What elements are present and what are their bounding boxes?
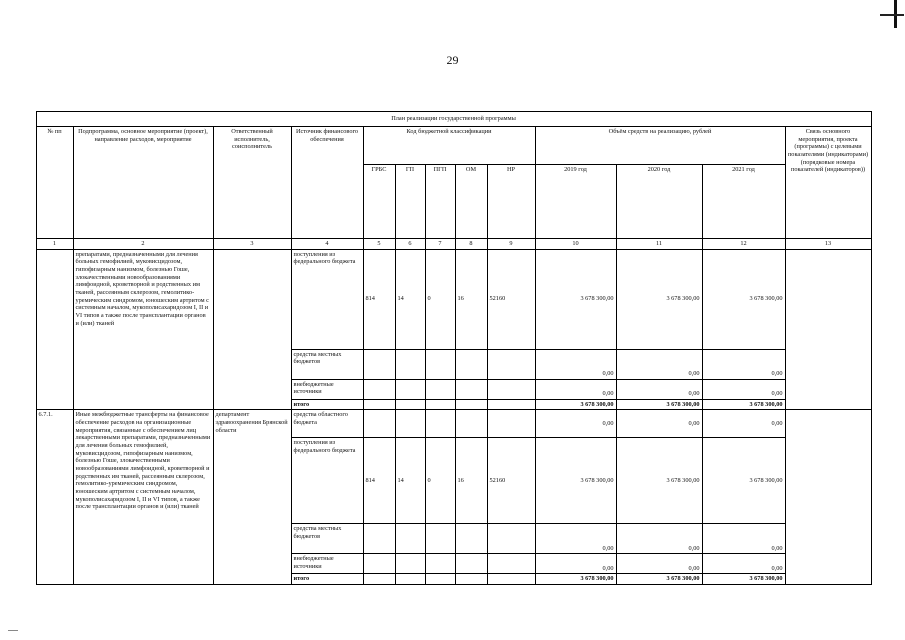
grbs-value: 814 — [363, 438, 395, 524]
amount-2021: 0,00 — [702, 410, 785, 438]
col-number: 13 — [785, 239, 871, 250]
col-number: 9 — [487, 239, 535, 250]
col-number: 8 — [455, 239, 487, 250]
header-2019: 2019 год — [535, 165, 616, 239]
om-value: 16 — [455, 249, 487, 349]
header-source: Источник финансового обеспечения — [291, 127, 363, 239]
pgp-value — [425, 574, 455, 585]
om-value: 16 — [455, 438, 487, 524]
table-row — [36, 249, 871, 349]
gp-value — [395, 410, 425, 438]
measure-name: Иные межбюджетные трансферты на финансовое обеспечение расходов на организационные мероприятия, связанные с обеспечением лиц лекарственными препаратами, предназначенными для лечения больных гемофилией, муковисцидозом, гипофизарным нанизмом, болезнью Гоше, злокачественными новообразованиями лимфоидной, кроветворной и родственных им тканей, рассеянным склерозом, гемолитико-уремическим синдромом, юношеским артритом с системным началом, мукополисахаридозом I, II и VI типов, а также после трансплантации органов и (или) тканей — [73, 410, 213, 585]
nr-value: 52160 — [487, 249, 535, 349]
grbs-value: 814 — [363, 249, 395, 349]
col-number: 1 — [36, 239, 73, 250]
gp-value — [395, 524, 425, 554]
source-label: поступления из федерального бюджета — [291, 438, 363, 524]
grbs-value — [363, 574, 395, 585]
nr-value — [487, 554, 535, 574]
scan-bottom-mark — [8, 630, 18, 631]
table-title-row — [36, 112, 871, 127]
amount-2019: 3 678 300,00 — [535, 249, 616, 349]
amount-2019: 3 678 300,00 — [535, 438, 616, 524]
measure-executor — [213, 249, 291, 410]
amount-2020: 0,00 — [616, 554, 702, 574]
amount-2019: 0,00 — [535, 524, 616, 554]
col-number: 11 — [616, 239, 702, 250]
om-value — [455, 524, 487, 554]
total-2020: 3 678 300,00 — [616, 574, 702, 585]
grbs-value — [363, 379, 395, 399]
table-title: План реализации государственной программы — [36, 112, 871, 127]
header-pgp: ПГП — [425, 165, 455, 239]
amount-2019: 0,00 — [535, 554, 616, 574]
measure-executor: департамент здравоохранения Брянской области — [213, 410, 291, 585]
nr-value — [487, 410, 535, 438]
pgp-value — [425, 524, 455, 554]
header-nr: НР — [487, 165, 535, 239]
amount-2021: 3 678 300,00 — [702, 438, 785, 524]
header-grbs: ГРБС — [363, 165, 395, 239]
source-label: итого — [291, 574, 363, 585]
pgp-value: 0 — [425, 438, 455, 524]
pgp-value — [425, 399, 455, 410]
source-label: средства местных бюджетов — [291, 524, 363, 554]
nr-value — [487, 524, 535, 554]
header-executor: Ответственный исполнитель, соисполнитель — [213, 127, 291, 239]
nr-value — [487, 399, 535, 410]
pgp-value — [425, 410, 455, 438]
indicator-link — [785, 410, 871, 585]
header-2020: 2020 год — [616, 165, 702, 239]
source-label: средства местных бюджетов — [291, 349, 363, 379]
nr-value — [487, 379, 535, 399]
source-label: итого — [291, 399, 363, 410]
gp-value — [395, 349, 425, 379]
col-number: 6 — [395, 239, 425, 250]
total-2019: 3 678 300,00 — [535, 574, 616, 585]
pgp-value: 0 — [425, 249, 455, 349]
nr-value — [487, 574, 535, 585]
header-row — [36, 127, 871, 165]
measure-name: препаратами, предназначенными для лечения больных гемофилией, муковисцидозом, гипофизарным нанизмом, болезнью Гоше, злокачественными новообразованиями лимфоидной, кроветворной и родственных им тканей, рассеянным склерозом, гемолитико-уремическим синдромом, юношеским артритом с системным началом, мукополисахаридозом I, II и VI типов а также после трансплантации органов и (или) тканей — [73, 249, 213, 410]
om-value — [455, 399, 487, 410]
grbs-value — [363, 399, 395, 410]
header-gp: ГП — [395, 165, 425, 239]
amount-2020: 0,00 — [616, 524, 702, 554]
grbs-value — [363, 524, 395, 554]
amount-2021: 3 678 300,00 — [702, 249, 785, 349]
gp-value — [395, 399, 425, 410]
scan-corner-mark — [880, 14, 904, 16]
om-value — [455, 410, 487, 438]
col-number: 3 — [213, 239, 291, 250]
amount-2019: 0,00 — [535, 410, 616, 438]
row-num: 6.7.1. — [36, 410, 73, 585]
amount-2021: 0,00 — [702, 379, 785, 399]
grbs-value — [363, 554, 395, 574]
row-num — [36, 249, 73, 410]
total-2021: 3 678 300,00 — [702, 574, 785, 585]
source-label: поступления из федерального бюджета — [291, 249, 363, 349]
gp-value — [395, 554, 425, 574]
amount-2020: 3 678 300,00 — [616, 249, 702, 349]
col-number: 10 — [535, 239, 616, 250]
amount-2021: 0,00 — [702, 349, 785, 379]
nr-value: 52160 — [487, 438, 535, 524]
grbs-value — [363, 410, 395, 438]
nr-value — [487, 349, 535, 379]
gp-value — [395, 574, 425, 585]
source-label: средства областного бюджета — [291, 410, 363, 438]
col-number: 4 — [291, 239, 363, 250]
header-om: ОМ — [455, 165, 487, 239]
gp-value: 14 — [395, 249, 425, 349]
amount-2020: 0,00 — [616, 349, 702, 379]
col-number: 5 — [363, 239, 395, 250]
source-label: внебюджетные источники — [291, 554, 363, 574]
om-value — [455, 574, 487, 585]
amount-2019: 0,00 — [535, 349, 616, 379]
amount-2019: 0,00 — [535, 379, 616, 399]
col-number: 7 — [425, 239, 455, 250]
amount-2020: 3 678 300,00 — [616, 438, 702, 524]
grbs-value — [363, 349, 395, 379]
pgp-value — [425, 349, 455, 379]
header-num: № пп — [36, 127, 73, 239]
col-number: 2 — [73, 239, 213, 250]
indicator-link — [785, 249, 871, 410]
gp-value: 14 — [395, 438, 425, 524]
om-value — [455, 379, 487, 399]
header-name: Подпрограмма, основное мероприятие (проект), направление расходов, мероприятие — [73, 127, 213, 239]
header-2021: 2021 год — [702, 165, 785, 239]
amount-2020: 0,00 — [616, 379, 702, 399]
col-number: 12 — [702, 239, 785, 250]
page-number: 29 — [446, 53, 459, 67]
pgp-value — [425, 379, 455, 399]
total-2021: 3 678 300,00 — [702, 399, 785, 410]
table-row — [36, 410, 871, 438]
program-plan-table — [36, 111, 872, 585]
om-value — [455, 349, 487, 379]
amount-2021: 0,00 — [702, 524, 785, 554]
source-label: внебюджетные источники — [291, 379, 363, 399]
amount-2020: 0,00 — [616, 410, 702, 438]
header-link: Связь основного мероприятия, проекта (программы) с целевыми показателями (индикаторами) (порядковые номера показателей (индикаторов)) — [785, 127, 871, 239]
header-budget-code: Код бюджетной классификации — [363, 127, 535, 165]
pgp-value — [425, 554, 455, 574]
total-2019: 3 678 300,00 — [535, 399, 616, 410]
column-numbers-row — [36, 239, 871, 250]
total-2020: 3 678 300,00 — [616, 399, 702, 410]
om-value — [455, 554, 487, 574]
header-volume: Объём средств на реализацию, рублей — [535, 127, 785, 165]
gp-value — [395, 379, 425, 399]
amount-2021: 0,00 — [702, 554, 785, 574]
